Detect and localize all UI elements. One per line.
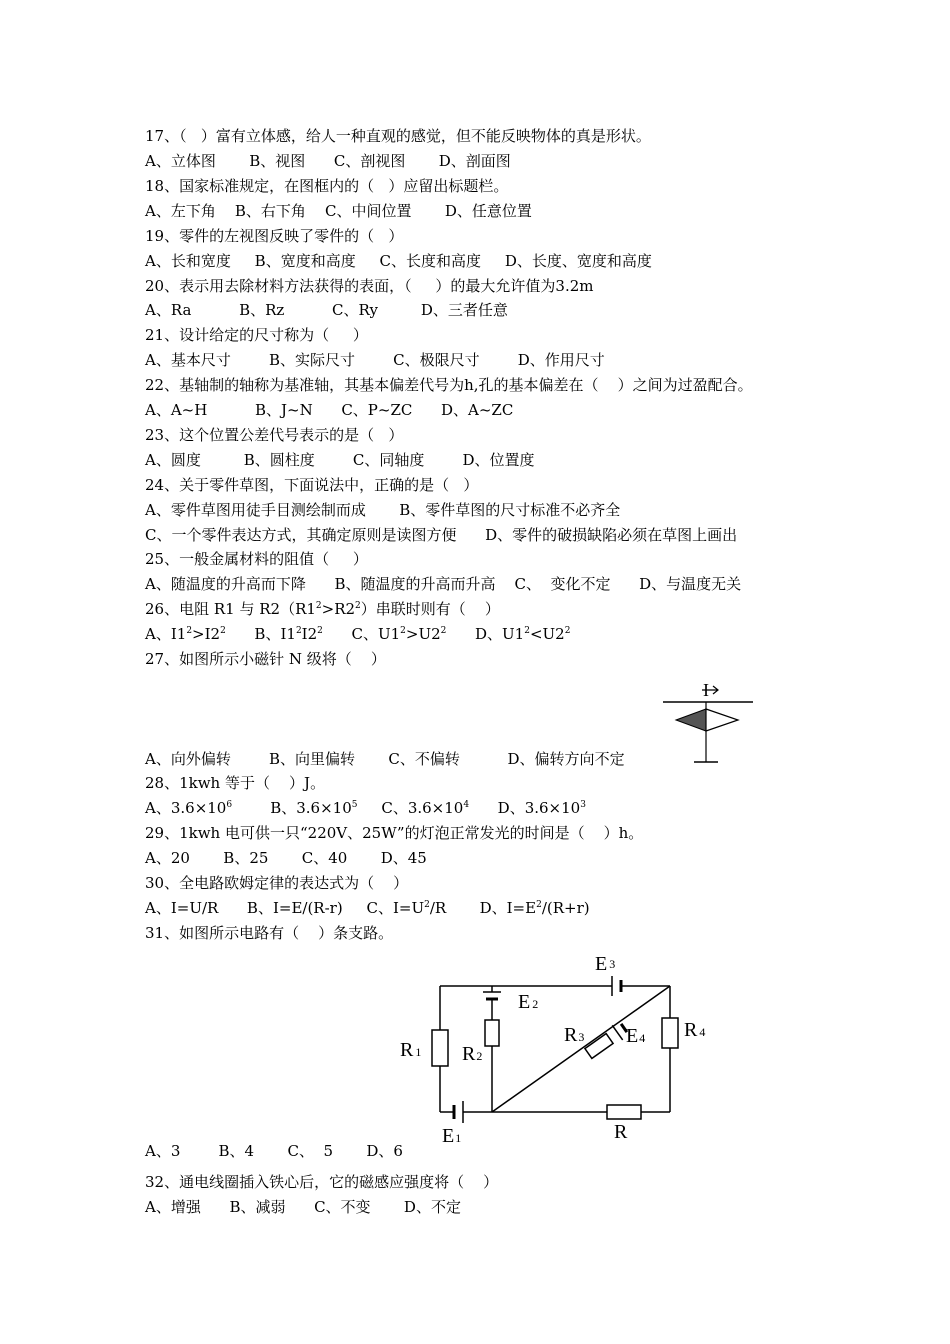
label-r4: R 4 [684, 1019, 706, 1041]
question-18: 18、国家标准规定，在图框内的（ ）应留出标题栏。 [145, 177, 509, 195]
question-21: 21、设计给定的尺寸称为（ ） [145, 326, 368, 344]
label-r: R [614, 1121, 628, 1143]
options-24-ab: A、零件草图用徒手目测绘制而成 B、零件草图的尺寸标准不必齐全 [145, 501, 621, 519]
r-resistor [607, 1105, 641, 1119]
q26-stem-a: 26、电阻 R1 与 R2（R1 [145, 600, 316, 618]
q26-o2b: I2 [301, 625, 318, 643]
q26-o2a: B、I1 [225, 625, 296, 643]
sup: 2 [220, 626, 226, 636]
q30-oC: /(R+r) [541, 899, 590, 917]
sup: 2 [440, 626, 447, 636]
question-23: 23、这个位置公差代号表示的是（ ） [145, 426, 404, 444]
options-24-cd: C、一个零件表达方式，其确定原则是读图方便 D、零件的破损缺陷必须在草图上画出 [145, 526, 738, 544]
needle-south-half [706, 709, 738, 731]
q28-oA: A、3.6×10 [145, 799, 227, 817]
q26-stem-c: ）串联时则有（ ） [360, 600, 500, 618]
r2-resistor [485, 1020, 499, 1046]
q28-oC: C、3.6×10 [357, 799, 464, 817]
question-26 [145, 599, 500, 619]
question-17: 17、（ ）富有立体感，给人一种直观的感觉，但不能反映物体的真是形状。 [145, 127, 651, 145]
options-31: A、3 B、4 C、 5 D、6 [145, 1142, 403, 1160]
options-17: A、立体图 B、视图 C、剖视图 D、剖面图 [145, 152, 511, 170]
sup: 6 [226, 800, 233, 810]
sup: 2 [536, 900, 542, 910]
options-27: A、向外偏转 B、向里偏转 C、不偏转 D、偏转方向不定 [145, 750, 625, 768]
question-32: 32、通电线圈插入铁心后，它的磁感应强度将（ ） [145, 1173, 499, 1191]
e4-plate-long [612, 1025, 622, 1040]
sup: 2 [524, 626, 530, 636]
question-19: 19、零件的左视图反映了零件的（ ） [145, 227, 404, 245]
sup: 2 [295, 626, 302, 636]
q26-o3a: C、U1 [322, 625, 401, 643]
options-18: A、左下角 B、右下角 C、中间位置 D、任意位置 [145, 202, 532, 220]
sup: 2 [186, 626, 193, 636]
label-r1: R 1 [400, 1039, 422, 1061]
r4-resistor [662, 1018, 678, 1048]
question-25: 25、一般金属材料的阻值（ ） [145, 550, 368, 568]
q26-o1a: A、I1 [145, 625, 187, 643]
q26-o1b: >I2 [192, 625, 221, 643]
q26-o4a: D、U1 [446, 625, 525, 643]
options-25: A、随温度的升高而下降 B、随温度的升高而升高 C、 变化不定 D、与温度无关 [145, 575, 742, 593]
q30-oB: /R D、I=E [429, 899, 537, 917]
sup: 2 [400, 626, 406, 636]
sup: 2 [424, 900, 430, 910]
label-e4: E4 [626, 1025, 646, 1047]
options-23: A、圆度 B、圆柱度 C、同轴度 D、位置度 [145, 451, 535, 469]
options-20: A、Ra B、Rz C、Ry D、三者任意 [145, 301, 508, 319]
sup: 2 [315, 601, 322, 611]
circuit-figure [392, 948, 732, 1148]
options-32: A、增强 B、减弱 C、不变 D、不定 [145, 1198, 461, 1216]
sup: 2 [317, 626, 323, 636]
question-29: 29、1kwh 电可供一只“220V、25W”的灯泡正常发光的时间是（ ）h。 [145, 824, 644, 842]
question-24: 24、关于零件草图，下面说法中，正确的是（ ） [145, 476, 479, 494]
options-22: A、A~H B、J~N C、P~ZC D、A~ZC [145, 401, 514, 419]
options-29: A、20 B、25 C、40 D、45 [145, 849, 427, 867]
label-e3: E 3 [595, 953, 616, 975]
r1-resistor [432, 1030, 448, 1066]
question-31: 31、如图所示电路有（ ）条支路。 [145, 924, 394, 942]
sup: 5 [351, 800, 358, 810]
options-28 [145, 798, 586, 818]
label-e2: E 2 [518, 991, 539, 1013]
sup: 4 [463, 800, 470, 810]
q26-o4b: <U2 [529, 625, 565, 643]
sup: 2 [564, 626, 571, 636]
q28-oD: D、3.6×10 [469, 799, 581, 817]
label-r3: R3 [564, 1024, 585, 1046]
sup: 2 [355, 601, 361, 611]
compass-needle-figure [658, 676, 758, 768]
question-20: 20、表示用去除材料方法获得的表面，（ ）的最大允许值为3.2m [145, 277, 594, 295]
needle-north-half [676, 709, 706, 731]
q30-oA: A、I=U/R B、I=E/(R-r) C、I=U [145, 899, 425, 917]
question-27: 27、如图所示小磁针 N 级将（ ） [145, 650, 386, 668]
label-r2: R2 [462, 1043, 483, 1065]
options-26 [145, 624, 570, 644]
current-label: I [703, 680, 709, 700]
q26-o3b: >U2 [405, 625, 441, 643]
question-30: 30、全电路欧姆定律的表达式为（ ） [145, 874, 409, 892]
options-19: A、长和宽度 B、宽度和高度 C、长度和高度 D、长度、宽度和高度 [145, 252, 652, 270]
q26-stem-b: >R2 [321, 600, 356, 618]
q28-oB: B、3.6×10 [232, 799, 352, 817]
options-21: A、基本尺寸 B、实际尺寸 C、极限尺寸 D、作用尺寸 [145, 351, 605, 369]
options-30 [145, 898, 590, 918]
sup: 3 [580, 800, 586, 810]
question-22: 22、基轴制的轴称为基准轴，其基本偏差代号为h,孔的基本偏差在（ ）之间为过盈配合。 [145, 376, 753, 394]
question-28: 28、1kwh 等于（ ）J。 [145, 774, 326, 792]
label-e1: E1 [442, 1125, 462, 1147]
r3-resistor [585, 1034, 613, 1059]
